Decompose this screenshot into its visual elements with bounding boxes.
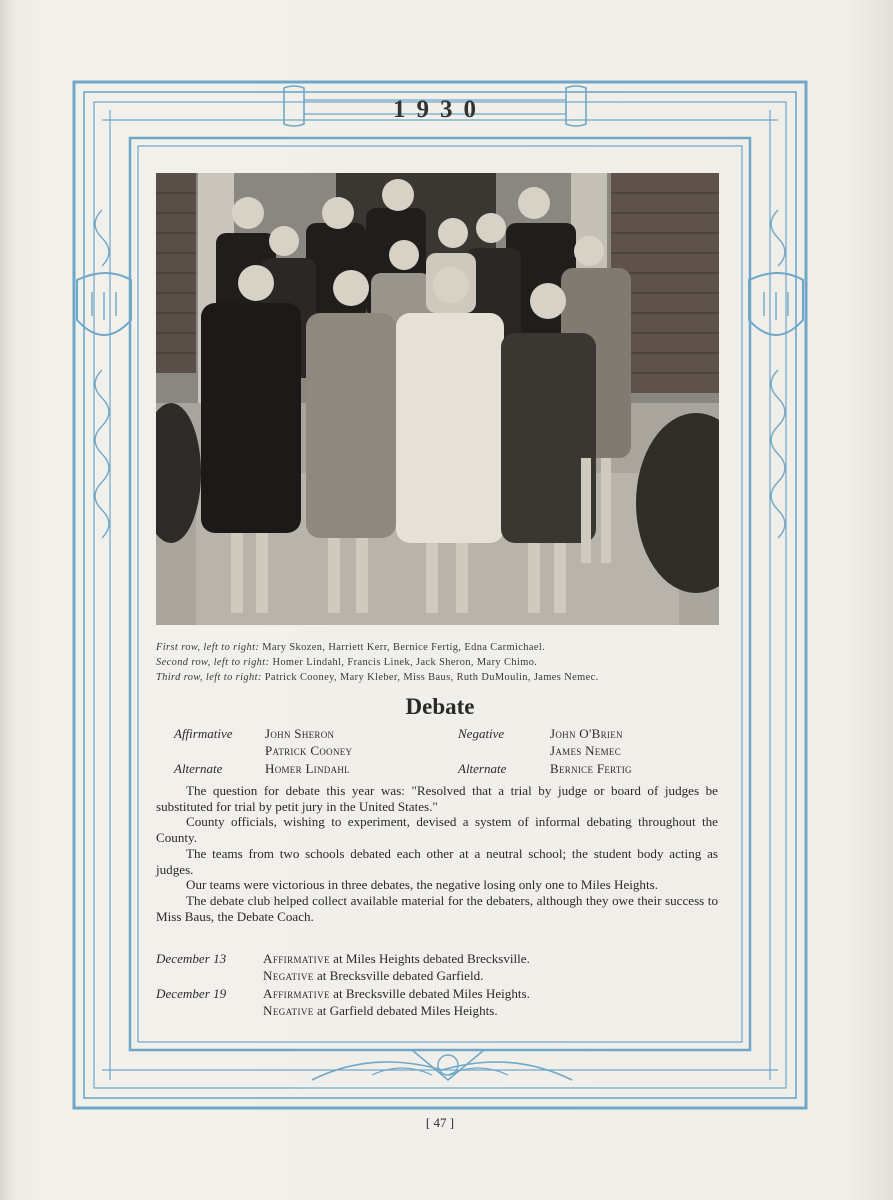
negative-alternate: [458, 760, 698, 778]
caption-row-label: Second row, left to right:: [156, 657, 270, 668]
photo-caption: [156, 640, 726, 685]
schedule-entry: [156, 950, 716, 984]
schedule-side: Affirmative: [263, 951, 330, 966]
schedule-text: at Miles Heights debated Brecksville.: [333, 951, 530, 966]
section-heading: Debate: [405, 694, 475, 719]
schedule-line: [263, 950, 530, 967]
paragraph: The debate club helped collect available material for the debaters, although they owe their success to Miss Baus, the Debate Coach.: [156, 892, 718, 924]
schedule-text: at Brecksville debated Garfield.: [316, 968, 484, 983]
caption-row-third: [156, 670, 726, 685]
paragraph: The teams from two schools debated each other at a neutral school; the student body acting as judges.: [156, 845, 718, 877]
caption-row-label: First row, left to right:: [156, 642, 260, 653]
yearbook-year: 1930: [393, 96, 487, 123]
schedule-line: [263, 985, 530, 1002]
affirmative-name-1: John Sheron: [265, 726, 335, 741]
paragraph: County officials, wishing to experiment, devised a system of informal debating throughout the County.: [156, 814, 718, 846]
negative-team: [458, 725, 698, 761]
schedule-date: December 13: [156, 951, 227, 966]
affirmative-team: [174, 725, 434, 761]
affirmative-alternate: [174, 760, 434, 778]
page-number: [ 47 ]: [425, 1115, 455, 1130]
negative-name-2: James Nemec: [550, 743, 622, 758]
group-photograph: [156, 173, 719, 625]
negative-name-1: John O'Brien: [550, 726, 623, 741]
paragraph: Our teams were victorious in three debates, the negative losing only one to Miles Heights.: [186, 877, 658, 893]
schedule-line: [263, 967, 483, 984]
schedule-text: at Brecksville debated Miles Heights.: [333, 986, 530, 1001]
caption-row-names: Mary Skozen, Harriett Kerr, Bernice Fertig, Edna Carmichael.: [262, 642, 546, 653]
affirmative-name-2: Patrick Cooney: [265, 743, 353, 758]
affirmative-alternate-name: Homer Lindahl: [265, 761, 350, 776]
caption-row-second: [156, 655, 726, 670]
schedule-line: [263, 1002, 498, 1019]
alternate-label: Alternate: [174, 761, 223, 776]
negative-alternate-name: Bernice Fertig: [550, 761, 632, 776]
alternate-label: Alternate: [458, 761, 507, 776]
caption-row-first: [156, 640, 726, 655]
caption-row-names: Patrick Cooney, Mary Kleber, Miss Baus, Ruth DuMoulin, James Nemec.: [264, 672, 599, 683]
affirmative-label: Affirmative: [174, 726, 233, 741]
negative-label: Negative: [458, 726, 505, 741]
schedule-side: Negative: [263, 1003, 314, 1018]
debate-description: [156, 783, 718, 924]
caption-row-label: Third row, left to right:: [156, 672, 262, 683]
caption-row-names: Homer Lindahl, Francis Linek, Jack Sheron, Mary Chimo.: [272, 657, 538, 668]
schedule-entry: [156, 985, 716, 1019]
paragraph: The question for debate this year was: "Resolved that a trial by judge or board of judges be substituted for trial by petit jury in the United States.": [156, 783, 718, 814]
schedule-side: Affirmative: [263, 986, 330, 1001]
schedule-side: Negative: [263, 968, 314, 983]
schedule-date: December 19: [156, 986, 227, 1001]
schedule-text: at Garfield debated Miles Heights.: [316, 1003, 498, 1018]
